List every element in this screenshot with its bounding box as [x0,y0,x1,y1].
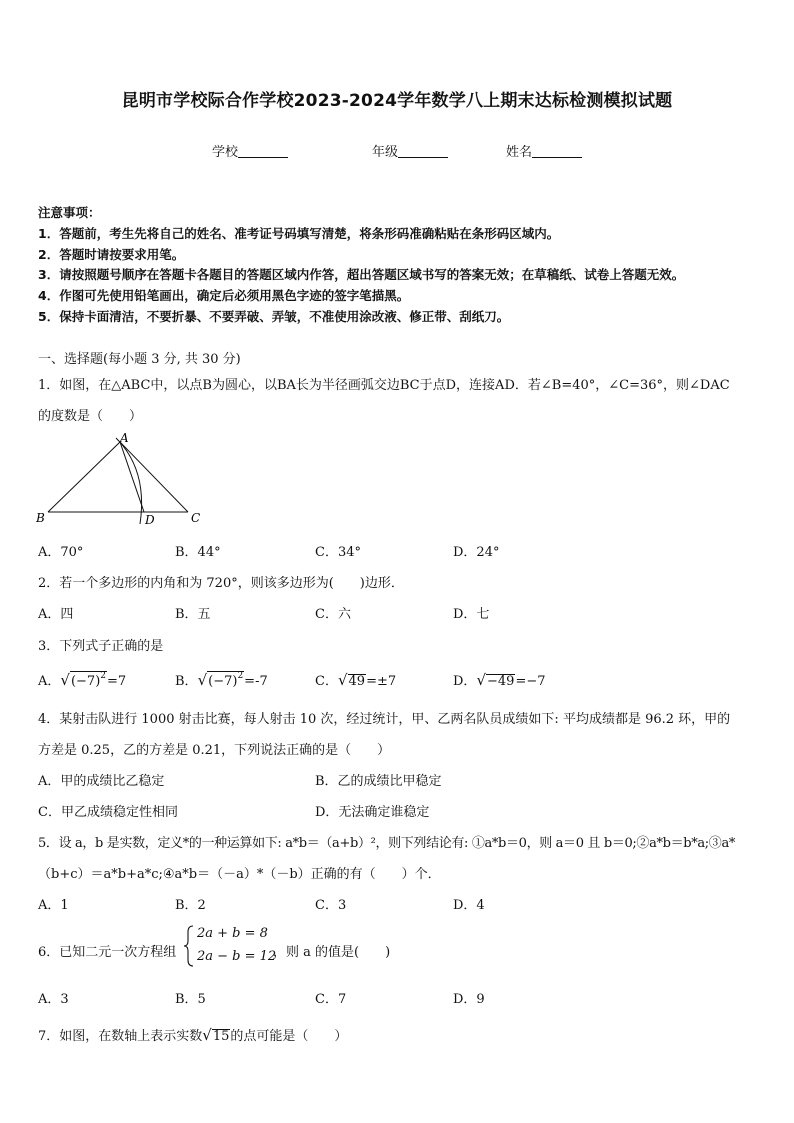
option-rest: =-7 [244,674,268,689]
q6-prefix: 6．已知二元一次方程组 [38,945,177,960]
radicand: 15 [212,1029,230,1044]
radicand: −49 [487,674,515,689]
q4-text-line1: 4．某射击队进行 1000 射击比赛，每人射击 10 次，经过统计，甲、乙两名队员成绩如下: 平均成绩都是 96.2 环，甲的 [38,712,731,727]
q6-equation-2: 2a − b = 12 [197,949,277,964]
grade-field [372,141,448,160]
q6-option-c[interactable]: C．7 [315,992,347,1007]
radical-sign: √ [202,1026,212,1044]
q7-text [38,1025,347,1044]
q2-text: 2．若一个多边形的内角和为 720°，则该多边形为( )边形． [38,576,404,591]
q5-option-a[interactable]: A．1 [38,898,69,913]
q3-option-d[interactable] [453,670,546,689]
exponent: 2 [237,671,244,681]
q5-option-b[interactable]: B．2 [175,898,206,913]
radicand [207,671,244,689]
segment-ad [120,442,144,512]
q4-text-line2: 方差是 0.25，乙的方差是 0.21，下列说法正确的是（ ） [38,743,391,758]
exam-title: 昆明市学校际合作学校2023-2024学年数学八上期末达标检测模拟试题 [121,91,673,111]
q1-text-line2: 的度数是（ ） [38,409,143,424]
radicand-text: (−7) [70,674,101,689]
note-item: 4．作图可先使用铅笔画出，确定后必须用黑色字迹的签字笔描黑。 [38,288,410,303]
label-b: B [36,511,45,525]
q6-option-d[interactable]: D．9 [453,992,485,1007]
name-blank [532,145,582,158]
q1-option-a[interactable]: A．70° [38,545,84,560]
q1-triangle-figure [30,430,215,530]
label-c: C [191,511,201,525]
q3-option-a[interactable] [38,670,126,689]
q1-text-line1: 1．如图，在△ABC中，以点B为圆心，以BA长为半径画弧交边BC于点D，连接AD．若∠B=40°，∠C=36°，则∠DAC [38,378,730,393]
option-rest: =±7 [366,674,397,689]
radical-sign: √ [197,671,208,689]
q2-option-c[interactable]: C．六 [315,607,351,622]
radical-sign: √ [337,671,348,689]
grade-blank [398,145,448,158]
label-a: A [120,431,129,445]
note-item: 1．答题前，考生先将自己的姓名、准考证号码填写清楚，将条形码准确粘贴在条形码区域内。 [38,226,560,241]
notes-heading: 注意事项： [38,205,101,220]
q3-text: 3．下列式子正确的是 [38,639,164,654]
q7-prefix: 7．如图，在数轴上表示实数 [38,1029,203,1044]
radical-sign: √ [60,671,70,689]
q2-option-d[interactable]: D．七 [453,607,490,622]
school-field [212,141,288,160]
note-item: 3．请按照题号顺序在答题卡各题目的答题区域内作答，超出答题区域书写的答案无效；在草稿纸、试卷上答题无效。 [38,267,685,282]
section-heading: 一、选择题(每小题 3 分, 共 30 分) [38,352,241,367]
label-d: D [145,513,155,527]
exponent: 2 [100,671,106,681]
school-blank [238,145,288,158]
q6-option-a[interactable]: A．3 [38,992,69,1007]
q7-suffix: 的点可能是（ ） [230,1029,348,1044]
grade-label: 年级 [372,145,399,160]
q4-option-c[interactable]: C．甲乙成绩稳定性相同 [38,805,178,820]
option-label: C． [315,674,338,689]
name-label: 姓名 [506,145,533,160]
option-label: D． [453,674,477,689]
q2-option-b[interactable]: B．五 [175,607,211,622]
q5-text-line2: （b+c）＝a*b+a*c;④a*b＝（－a）*（－b）正确的有（ ）个． [38,867,441,882]
option-label: A． [38,674,61,689]
q5-option-c[interactable]: C．3 [315,898,347,913]
option-rest: =7 [107,674,127,689]
q1-option-c[interactable]: C．34° [315,545,361,560]
q4-option-d[interactable]: D．无法确定谁稳定 [315,805,430,820]
q5-text-line1: 5．设 a，b 是实数，定义*的一种运算如下: a*b＝（a+b）²，则下列结论有: ①a*b＝0，则 a＝0 且 b＝0;②a*b＝b*a;③a* [38,836,735,851]
q1-option-d[interactable]: D．24° [453,545,500,560]
radicand-text: (−7) [208,674,238,689]
q1-option-b[interactable]: B．44° [175,545,221,560]
q5-option-d[interactable]: D．4 [453,898,485,913]
q6-equation-1: 2a + b = 8 [197,926,268,941]
segment-ac [120,442,188,512]
q6-brace [183,924,195,968]
q4-option-a[interactable]: A．甲的成绩比乙稳定 [38,774,165,789]
note-item: 5．保持卡面清洁，不要折暴、不要弄破、弄皱，不准使用涂改液、修正带、刮纸刀。 [38,309,510,324]
q6-option-b[interactable]: B．5 [175,992,206,1007]
radicand: 49 [348,674,366,689]
radical-sign: √ [476,671,486,689]
option-rest: =−7 [515,674,546,689]
q2-option-a[interactable]: A．四 [38,607,74,622]
q6-suffix: ，则 a 的值是( ) [273,945,391,960]
option-label: B． [175,674,198,689]
q3-option-b[interactable] [175,670,268,689]
note-item: 2．答题时请按要求用笔。 [38,247,185,262]
name-field [506,141,582,160]
school-label: 学校 [212,145,239,160]
radicand [70,671,107,689]
segment-ba [48,442,120,512]
q4-option-b[interactable]: B．乙的成绩比甲稳定 [315,774,442,789]
q3-option-c[interactable] [315,670,396,689]
